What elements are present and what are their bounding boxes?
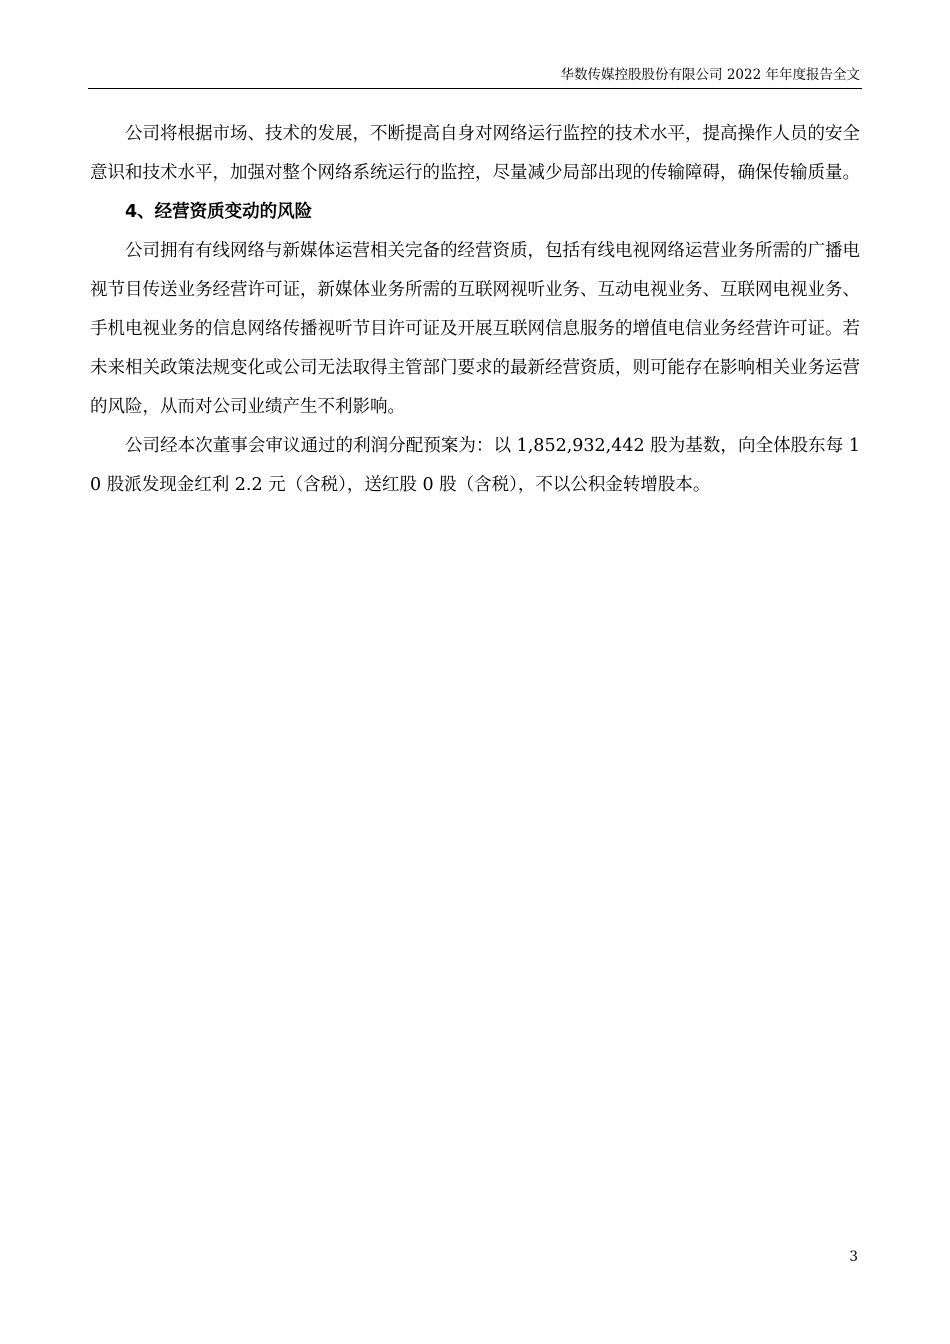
section-heading-qualification-risk: 4、经营资质变动的风险 [125, 202, 313, 222]
header-title: 华数传媒控股股份有限公司 2022 年年度报告全文 [560, 67, 860, 83]
document-body [90, 115, 860, 505]
paragraph-profit-distribution: 公司经本次董事会审议通过的利润分配预案为：以 1,852,932,442 股为基数，向全体股东每 10 股派发现金红利 2.2 元（含税），送红股 0 股（含税），不以公积金转增股本。 [90, 436, 860, 495]
page-number: 3 [849, 1249, 858, 1265]
paragraph-qualification-risk: 公司拥有有线网络与新媒体运营相关完备的经营资质，包括有线电视网络运营业务所需的广播电视节目传送业务经营许可证，新媒体业务所需的互联网视听业务、互动电视业务、互联网电视业务、手机电视业务的信息网络传播视听节目许可证及开展互联网信息服务的增值电信业务经营许可证。若未来相关政策法规变化或公司无法取得主管部门要求的最新经营资质，则可能存在影响相关业务运营的风险，从而对公司业绩产生不利影响。 [90, 241, 860, 417]
paragraph-network-monitoring: 公司将根据市场、技术的发展，不断提高自身对网络运行监控的技术水平，提高操作人员的安全意识和技术水平，加强对整个网络系统运行的监控，尽量减少局部出现的传输障碍，确保传输质量。 [90, 124, 860, 183]
page-header [88, 64, 862, 89]
